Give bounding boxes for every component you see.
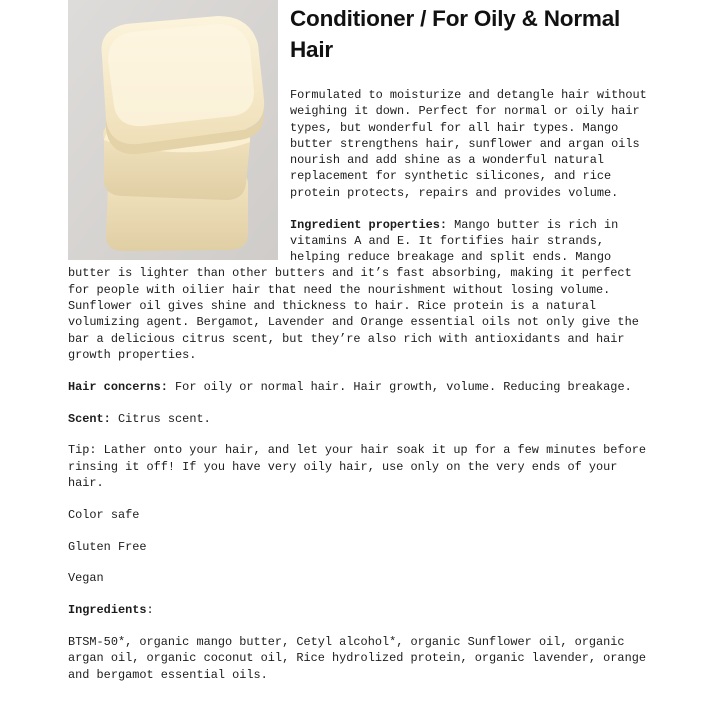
hair-concerns-section: [68, 379, 658, 395]
usage-tip: Tip: Lather onto your hair, and let your hair soak it up for a few minutes before rinsing it off! If you have very oily hair, use only on the very ends of your hair.: [68, 443, 646, 490]
ingredients-colon: :: [146, 603, 154, 618]
attribute-vegan: Vegan: [68, 571, 104, 586]
scent-label: Scent:: [68, 411, 111, 426]
ingredients-label: Ingredients: [68, 603, 147, 618]
top-soap-bar: [102, 16, 265, 154]
product-page: [68, 0, 658, 698]
scent-text: Citrus scent.: [110, 411, 211, 426]
product-description: Formulated to moisturize and detangle hair without weighing it down. Perfect for normal or oily hair types, but wonderful for all hair types. Mango butter strengthens hair, sunflower and argan oils nourish and add shine as a wonderful natural replacement for synthetic silicones, and rice protein protects, repairs and provides volume.: [290, 88, 647, 200]
product-image: [68, 0, 278, 260]
ingredient-properties-text: Mango butter is rich in vitamins A and E. It fortifies hair strands, helping reduce breakage and split ends. Mango butter is lighter than other butters and it’s fast absorbing, making it perfect for people with oilier hair that need the nourishment without losing volume. Sunflower oil gives shine and thickness to hair. Rice protein is a natural volumizing agent. Bergamot, Lavender and Orange essential oils not only give the bar a delicious citrus scent, but they’re also rich with antioxidants and hair growth properties.: [68, 217, 639, 362]
hair-concerns-text: For oily or normal hair. Hair growth, volume. Reducing breakage.: [167, 379, 632, 394]
attribute-gluten-free: Gluten Free: [68, 539, 147, 554]
product-title: Conditioner / For Oily & Normal Hair: [290, 6, 621, 62]
ingredients-heading: [68, 602, 658, 618]
attribute-color-safe: Color safe: [68, 507, 140, 522]
ingredients-list: BTSM-50*, organic mango butter, Cetyl alcohol*, organic Sunflower oil, organic argan oil, organic coconut oil, Rice hydrolized protein, organic lavender, orange and bergamot essential oils.: [68, 634, 646, 682]
hair-concerns-label: Hair concerns:: [68, 379, 168, 394]
scent-section: [68, 411, 658, 427]
ingredient-properties-label: Ingredient properties:: [290, 217, 447, 232]
